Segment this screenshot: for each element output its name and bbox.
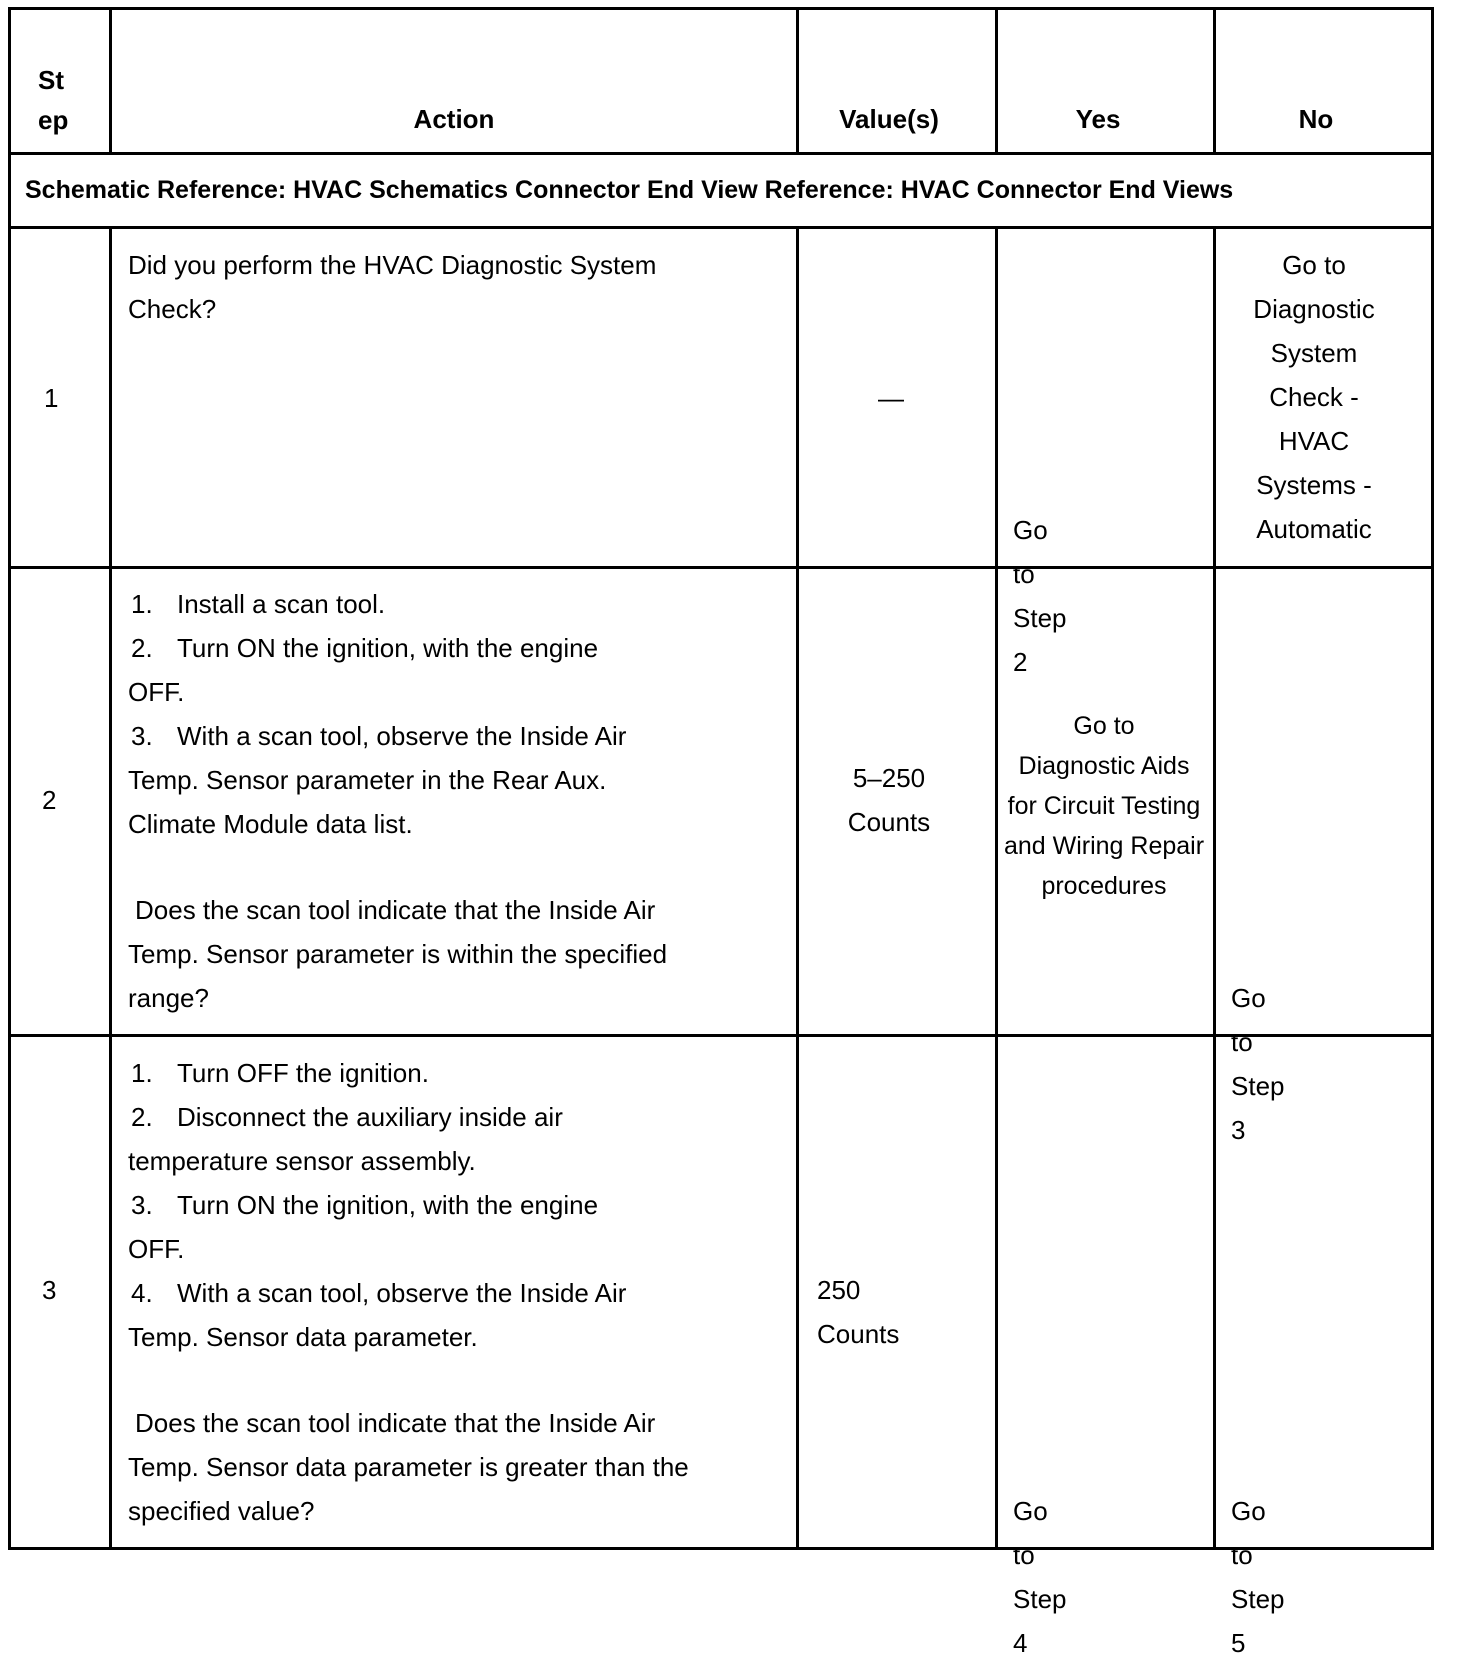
header-action: Action [413,104,495,134]
step-number: 3. [131,1190,153,1220]
step-continuation: Climate Module data list. [128,809,413,839]
row1-yes: Go to Step 2 [1013,515,1067,677]
step-continuation: OFF. [128,1234,185,1264]
question-line: Does the scan tool indicate that the Inside Air [135,1408,656,1438]
row1-value: — [878,383,904,413]
header-no: No [1298,104,1334,134]
row1-step: 1 [44,383,59,413]
yes-line: procedures [1041,872,1167,900]
row2-no: Go to Step 3 [1231,983,1285,1145]
row1-no [1216,243,1412,551]
header-step-line: ep [38,105,69,135]
row1-no-line: Automatic [1256,514,1372,544]
table-border-left [8,7,11,1550]
row2-action-step [128,626,626,670]
row3-action [128,1051,626,1359]
row-divider-header [8,152,1434,155]
header-yes: Yes [1075,104,1121,134]
reference-text: Schematic Reference: HVAC Schematics Connector End View Reference: HVAC Connector End Views [25,176,1234,204]
row3-value: 250 Counts [817,1275,900,1349]
row3-action-step [128,1271,626,1315]
row1-action-line: Check? [128,294,217,324]
col-divider-step [109,227,112,1550]
yes-line: and Wiring Repair [1003,832,1205,860]
step-number: 1. [131,1058,153,1088]
row2-yes [996,706,1212,906]
row2-action-step [128,582,626,626]
row3-step: 3 [42,1275,57,1305]
step-number: 3. [131,721,153,751]
yes-line: for Circuit Testing [1007,792,1201,820]
question-line: Does the scan tool indicate that the Inside Air [135,895,656,925]
step-continuation: temperature sensor assembly. [128,1146,476,1176]
question-line: Temp. Sensor parameter is within the specified [128,939,668,969]
step-text: Turn OFF the ignition. [177,1058,429,1088]
step-number: 1. [131,589,153,619]
row1-no-line: Systems - [1256,470,1372,500]
row2-action [128,582,626,846]
value-line: Counts [847,807,931,837]
step-text: Install a scan tool. [177,589,386,619]
row1-no-line: Check - [1269,382,1359,412]
row-divider-1 [8,566,1434,569]
step-number: 2. [131,1102,153,1132]
row3-action-step [128,1095,626,1139]
row2-value [799,756,979,844]
question-line: Temp. Sensor data parameter is greater than the [128,1452,689,1482]
row3-no: Go to Step 5 [1231,1496,1285,1658]
row3-action-step [128,1183,626,1227]
header-step [38,60,68,140]
yes-line: Diagnostic Aids [1018,752,1190,780]
row3-question [128,1401,689,1533]
step-text: Disconnect the auxiliary inside air [177,1102,563,1132]
yes-line: Go to [1073,712,1135,740]
row2-step: 2 [42,785,57,815]
table-border-bottom [8,1547,1434,1550]
step-continuation: Temp. Sensor data parameter. [128,1322,478,1352]
step-number: 4. [131,1278,153,1308]
header-step-line: St [38,65,64,95]
row3-yes: Go to Step 4 [1013,1496,1067,1658]
step-continuation: Temp. Sensor parameter in the Rear Aux. [128,765,607,795]
row1-no-line: Go to [1282,250,1346,280]
step-text: With a scan tool, observe the Inside Air [177,721,627,751]
value-line: 5–250 [852,763,926,793]
step-number: 2. [131,633,153,663]
step-text: With a scan tool, observe the Inside Air [177,1278,627,1308]
step-continuation: OFF. [128,677,185,707]
row-divider-reference [8,226,1434,229]
table-border-top [8,7,1434,10]
question-line: specified value? [128,1496,315,1526]
row2-action-step [128,714,626,758]
row2-question [128,888,667,1020]
step-text: Turn ON the ignition, with the engine [177,1190,599,1220]
header-values: Value(s) [839,104,939,134]
row1-no-line: Diagnostic [1253,294,1375,324]
row-divider-2 [8,1034,1434,1037]
row1-no-line: HVAC [1278,426,1350,456]
row1-no-line: System [1270,338,1358,368]
row1-action-line: Did you perform the HVAC Diagnostic System [128,250,657,280]
step-text: Turn ON the ignition, with the engine [177,633,599,663]
question-line: range? [128,983,209,1013]
col-divider-action [796,227,799,1550]
row1-action [128,243,656,331]
table-border-right [1431,7,1434,1550]
row3-action-step [128,1051,626,1095]
